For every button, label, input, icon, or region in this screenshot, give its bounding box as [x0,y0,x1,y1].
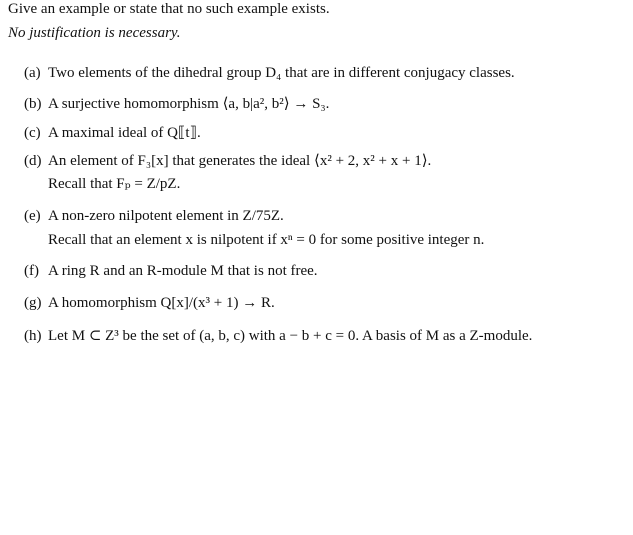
problem-text: Two elements of the dihedral group D₄ that are in different conjugacy classes. [48,65,515,81]
problem-text: An element of F₃[x] that generates the ideal ⟨x² + 2, x² + x + 1⟩. [48,153,432,169]
problem-text: A surjective homomorphism ⟨a, b|a², b²⟩ → S₃. [48,96,330,112]
problem-note: Recall that Fₚ = Z/pZ. [48,176,181,192]
problem-label: (b) [24,96,42,112]
instructions [8,0,330,45]
problem-note: Recall that an element x is nilpotent if xⁿ = 0 for some positive integer n. [48,232,485,248]
problem-label: (c) [24,125,41,141]
instructions-line: Give an example or state that no such example exists. [8,1,330,17]
problem-text: A non-zero nilpotent element in Z/75Z. [48,208,284,224]
problem-label: (f) [24,263,39,279]
problem-text: A maximal ideal of Q⟦t⟧. [48,125,201,141]
problem-label: (g) [24,295,42,311]
problem-label: (e) [24,208,41,224]
problem-label: (h) [24,328,42,344]
problem-text: A ring R and an R-module M that is not free. [48,263,318,279]
instructions-note: No justification is necessary. [8,25,181,41]
problem-text: Let M ⊂ Z³ be the set of (a, b, c) with a − b + c = 0. A basis of M as a Z-module. [48,328,533,344]
problem-label: (d) [24,153,42,169]
problem-text: A homomorphism Q[x]/(x³ + 1) → R. [48,295,275,311]
problem-label: (a) [24,65,41,81]
